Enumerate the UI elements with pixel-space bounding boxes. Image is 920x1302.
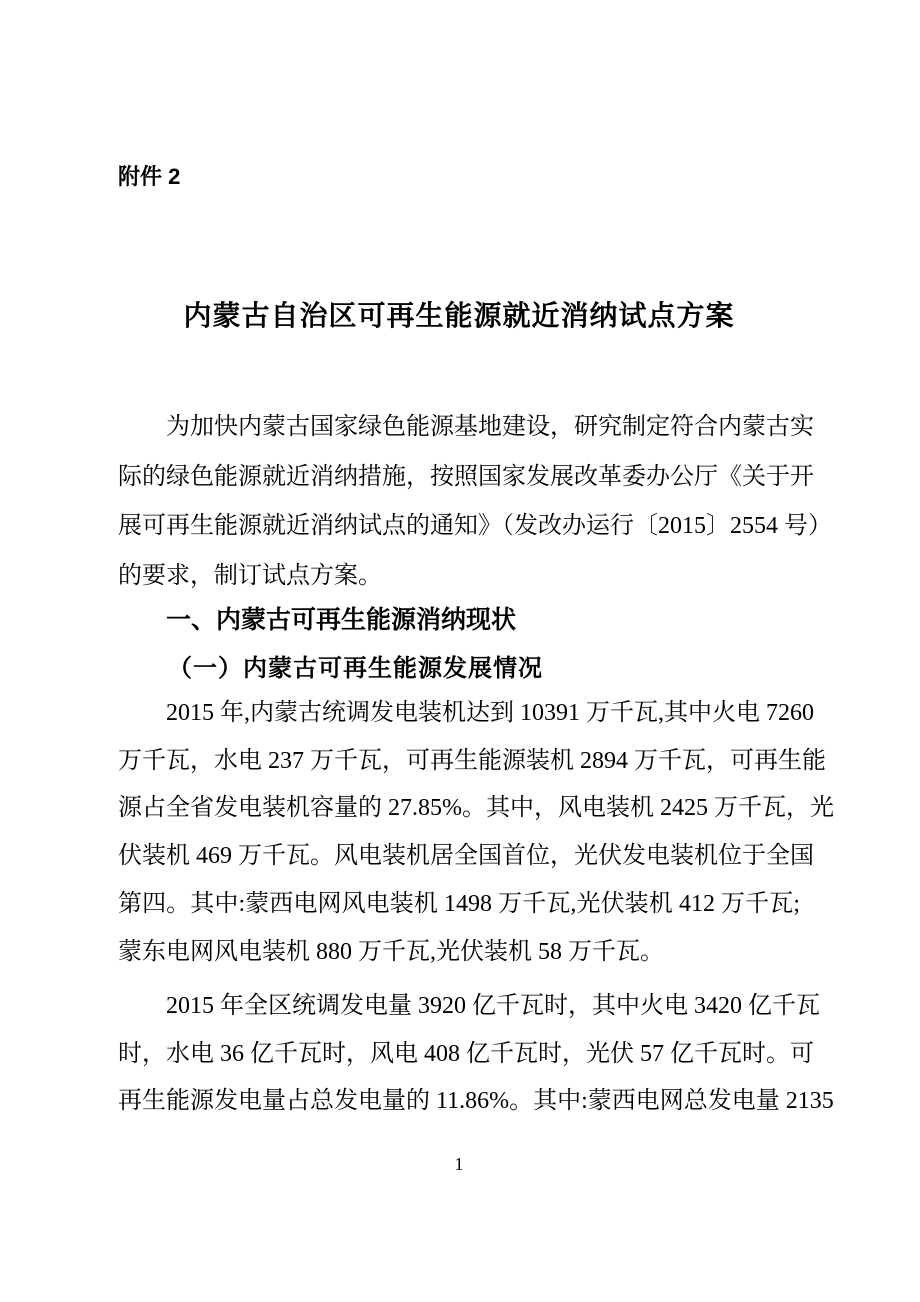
text-line: 蒙东电网风电装机 880 万千瓦,光伏装机 58 万千瓦。 <box>118 938 664 965</box>
document-title: 内蒙古自治区可再生能源就近消纳试点方案 <box>183 300 735 331</box>
text-line: 伏装机 469 万千瓦。风电装机居全国首位，光伏发电装机位于全国 <box>118 843 814 870</box>
paragraph-intro <box>118 403 832 601</box>
page-number: 1 <box>454 1154 464 1174</box>
text-line: 再生能源发电量占总发电量的 11.86%。其中:蒙西电网总发电量 2135 <box>118 1088 834 1115</box>
text-line: 为加快内蒙古国家绿色能源基地建设，研究制定符合内蒙古实 <box>166 414 814 440</box>
text-line: 源占全省发电装机容量的 27.85%。其中，风电装机 2425 万千瓦，光 <box>118 795 834 822</box>
attachment-label: 附件 2 <box>118 164 181 189</box>
text-line: 时，水电 36 亿千瓦时，风电 408 亿千瓦时，光伏 57 亿千瓦时。可 <box>118 1040 814 1067</box>
text-line: 万千瓦，水电 237 万千瓦，可再生能源装机 2894 万千瓦，可再生能 <box>118 747 826 774</box>
text-line: 展可再生能源就近消纳试点的通知》（发改办运行〔2015〕2554 号） <box>118 513 832 539</box>
subsection-heading: （一）内蒙古可再生能源发展情况 <box>168 656 543 682</box>
paragraph-generation <box>118 983 834 1126</box>
paragraph-installed-capacity <box>118 690 834 976</box>
text-line: 第四。其中:蒙西电网风电装机 1498 万千瓦,光伏装机 412 万千瓦; <box>118 890 800 917</box>
section-heading: 一、内蒙古可再生能源消纳现状 <box>166 606 517 634</box>
text-line: 际的绿色能源就近消纳措施，按照国家发展改革委办公厅《关于开 <box>118 463 814 490</box>
text-line: 的要求，制订试点方案。 <box>118 562 382 589</box>
text-line: 2015 年,内蒙古统调发电装机达到 10391 万千瓦,其中火电 7260 <box>166 700 814 726</box>
text-line: 2015 年全区统调发电量 3920 亿千瓦时，其中火电 3420 亿千瓦 <box>166 993 820 1019</box>
